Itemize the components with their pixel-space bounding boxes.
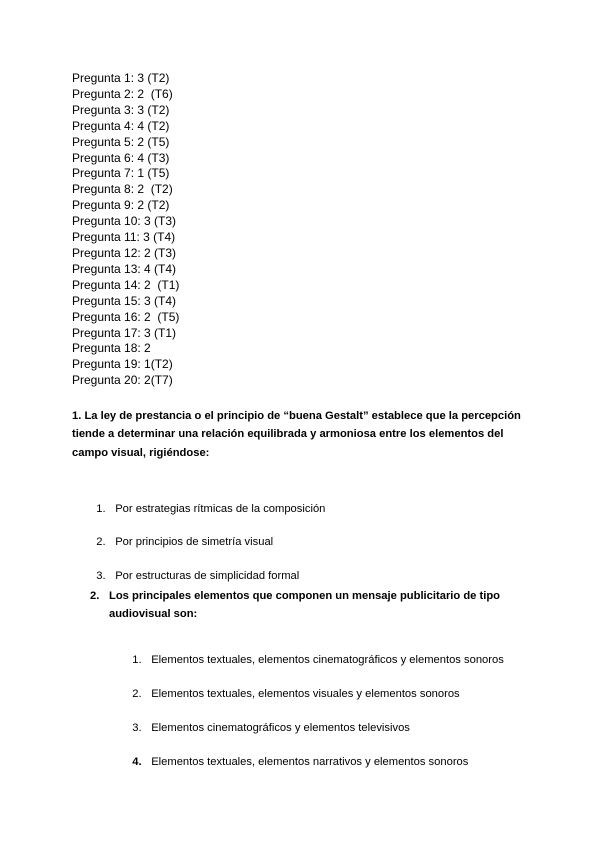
answer-line: Pregunta 8: 2 (T2): [72, 182, 173, 197]
answer-key-list: [72, 71, 179, 389]
option-number: 1.: [132, 654, 142, 666]
question-1-option: [90, 555, 299, 583]
answer-line: Pregunta 20: 2(T7): [72, 373, 173, 388]
answer-line: Pregunta 4: 4 (T2): [72, 118, 170, 133]
answer-line: Pregunta 10: 3 (T3): [72, 214, 177, 229]
question-2-option: [126, 673, 460, 701]
option-text: Por estructuras de simplicidad formal: [115, 570, 300, 582]
answer-line: Pregunta 2: 2 (T6): [72, 86, 173, 101]
answer-line: Pregunta 17: 3 (T1): [72, 325, 177, 340]
answer-line: Pregunta 11: 3 (T4): [72, 230, 176, 245]
option-number: 3.: [132, 722, 142, 734]
option-text: Por principios de simetría visual: [115, 536, 274, 548]
option-text: Elementos textuales, elementos narrativos y elementos sonoros: [151, 756, 469, 768]
question-2: [90, 587, 510, 624]
option-number: 2.: [132, 688, 142, 700]
option-text: Elementos textuales, elementos visuales y elementos sonoros: [151, 688, 460, 700]
answer-line: Pregunta 16: 2 (T5): [72, 309, 180, 324]
answer-line: Pregunta 6: 4 (T3): [72, 150, 170, 165]
option-text: Elementos cinematográficos y elementos televisivos: [151, 722, 410, 734]
question-2-number: 2.: [90, 590, 100, 602]
answer-line: Pregunta 15: 3 (T4): [72, 293, 177, 308]
option-text: Por estrategias rítmicas de la composición: [115, 503, 326, 515]
question-1-option: [90, 488, 325, 516]
question-2-text-continued: audiovisual son:: [109, 608, 198, 621]
answer-line: Pregunta 9: 2 (T2): [72, 198, 170, 213]
question-1-option: [90, 521, 273, 549]
answer-line: Pregunta 18: 2: [72, 341, 151, 356]
option-text: Elementos textuales, elementos cinematográficos y elementos sonoros: [151, 654, 504, 666]
answer-line: Pregunta 12: 2 (T3): [72, 245, 177, 260]
option-number: 3.: [96, 570, 106, 582]
option-number: 2.: [96, 536, 106, 548]
question-2-text: Los principales elementos que componen un mensaje publicitario de tipo: [109, 590, 501, 602]
question-2-option: [126, 741, 468, 769]
answer-line: Pregunta 5: 2 (T5): [72, 134, 170, 149]
answer-line: Pregunta 1: 3 (T2): [72, 71, 170, 85]
question-1-text: 1. La ley de prestancia o el principio de “buena Gestalt” establece que la percepción tiende a determinar una relación equilibrada y armoniosa entre los elementos del campo visual, rigiéndose:: [72, 410, 521, 459]
answer-line: Pregunta 19: 1(T2): [72, 357, 173, 372]
answer-line: Pregunta 3: 3 (T2): [72, 102, 170, 117]
answer-line: Pregunta 14: 2 (T1): [72, 277, 180, 292]
question-2-option: [126, 639, 504, 667]
option-number: 4.: [132, 756, 142, 768]
option-number: 1.: [96, 503, 106, 515]
question-2-option: [126, 707, 410, 735]
answer-line: Pregunta 7: 1 (T5): [72, 166, 170, 181]
answer-line: Pregunta 13: 4 (T4): [72, 261, 177, 276]
